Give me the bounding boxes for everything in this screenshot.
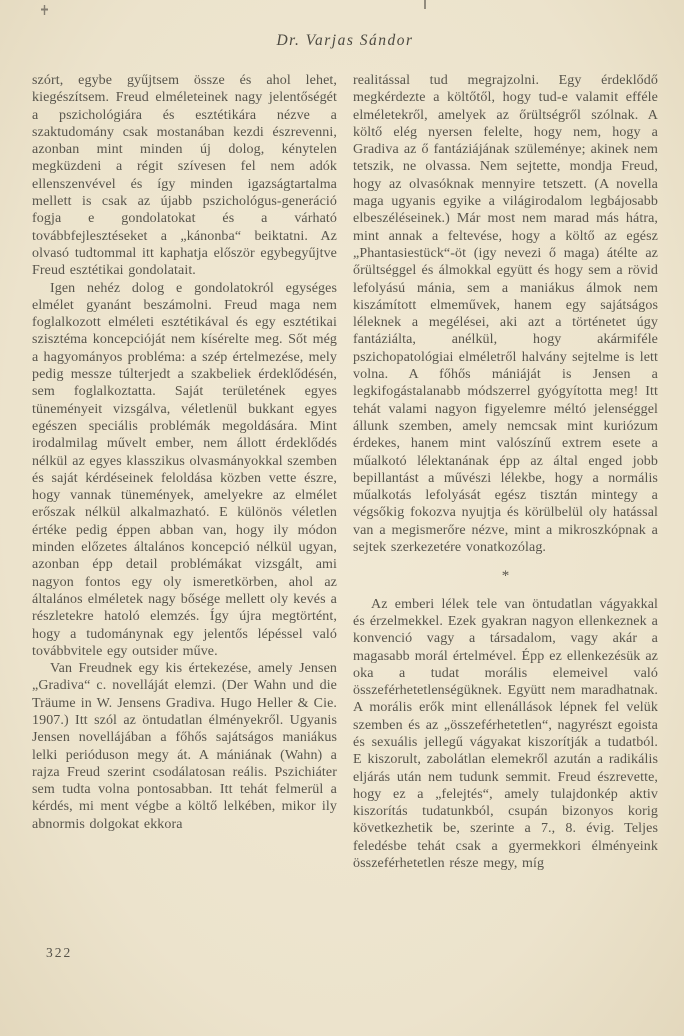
- page-number: 322: [46, 945, 73, 960]
- paragraph: Az emberi lélek tele van öntudatlan vágyakkal és érzelmekkel. Ezek gyakran nagyon ellenkeznek a konvenció vagy a társadalom, vagy akár a magasabb morál értelmével. Épp ez ellenkezésük az oka a tudat morális elemeivel való összeférhetetlenségüknek. Együtt nem maradhatnak. A morális erők mint ellenállások lépnek fel velük szemben és az „összeférhetetlen“, nagyrészt egoista és sexuális jellegű vágyakat kiszorítják a tudatból. E kiszorult, zabolátlan elemekről azután a radikális eljárás után nem tudunk semmit. Freud észrevette, hogy ez a „felejtés“, amely tulajdonkép aktiv kiszorítás tudatunkból, csupán bizonyos korig következhetik be, szerinte a 7., 8. évig. Teljes feledésbe tehát csak a gyermekkori élményeink összeférhetetlen része megy, míg: [353, 596, 658, 872]
- paragraph: szórt, egybe gyűjtsem össze és ahol lehet, kiegészítsem. Freud elméleteinek nagy jelentőségét a pszichológiára és esztétikára nézve a szaktudomány csak mostanában kezdi észrevenni, azonban mint minden új dolog, kénytelen megküzdeni a régit szívesen fel nem adók ellenszenvével és így minden igazságtartalma mellett is csak az újabb pszichológus-generáció fogja e gondolatokat és a várható továbbfejlesztéseket a „kánonba“ beiktatni. Az olvasó tudtommal itt kaphatja először egybegyűjtve Freud esztétikai gondolatait.: [32, 73, 337, 279]
- scan-artifact: [41, 5, 48, 15]
- right-column: [353, 72, 658, 872]
- running-header-author: Dr. Varjas Sándor: [276, 32, 414, 49]
- paragraph: Van Freudnek egy kis értekezése, amely Jensen „Gradiva“ c. novelláját elemzi. (Der Wahn und die Träume in W. Jensens Gradiva. Hugo Heller & Cie. 1907.) Itt szól az öntudatlan élményekről. Ugyanis Jensen novellájában a főhős sajátságos maniákus lelki perióduson megy át. A mániának (Wahn) a rajza Freud szerint csodálatosan reális. Pszichiáter sem tudta volna pontosabban. Itt tehát felmerül a kérdés, mi ment végbe a költő lelkében, mikor ily abnormis dolgokat ekkora: [32, 661, 337, 832]
- left-column: [32, 72, 337, 872]
- paragraph: realitással tud megrajzolni. Egy érdeklődő megkérdezte a költőtől, hogy tud-e valamit efféle elméletekről, amelyek az őrültségről szólnak. A költő elég nyersen felelte, hogy nem, hogy a Gradiva az ő fantáziájának szüleménye; akinek nem tetszik, ne olvassa. Nem sejtette, mondja Freud, hogy az olvasóknak mennyire tetszett. (A novella maga ugyanis egyike a világirodalom legbájosabb elbeszéléseinek.) Már most nem marad más hátra, mint annak a feltevése, hogy a költő az egész „Phantasiestück“-öt (igy nevezi ő maga) átélte az őrültséggel és álmokkal együtt és hogy sem a rövid lefolyású mánia, sem a maniákus álmok nem kiszámított elmeművek, hanem egy sajátságos léleknek a megélései, aki azt a történetet úgy fantáziálta, anélkül, hogy akármiféle pszichopatológiai elméletről halvány sejtelme is lett volna. A főhős mániáját is Jensen a legkifogástalanabb módszerrel gyógyította meg! Itt tehát valami nagyon figyelemre méltó jelenséggel állunk szemben, amely nemcsak mint kuriózum érdekes, hanem mint valószínű extrem esete a műalkotó lélektanának épp az által enged jobb bepillantást a művészi lélekbe, hogy a normális műalkotás lefolyását egész tisztán mintegy a végsőkig fokozva nyujtja és körülbelül oly hatással van a megismerőre nézve, mint a mikroszkópnak a sejtek szerkezetére vonatkozólag.: [353, 73, 658, 556]
- section-separator-asterisk: *: [501, 568, 510, 585]
- text-columns: [32, 72, 658, 872]
- paragraph: Igen nehéz dolog e gondolatokról egységes elmélet gyanánt beszámolni. Freud maga nem foglalkozott elméleti esztétikával és egy esztétikai szisztéma koncepcióját nem kísérelte meg. Sőt még a hagyományos probléma: a szép értelmezése, mely pedig messze túlterjedt a szakbeliek érdeklődésén, sem foglalkoztatta. Saját területének egyes tüneményeit vizsgálva, véletlenül bukkant egyes egészen speciális problémák megoldására. Mint irodalmilag művelt ember, nem állott érdeklődés nélkül az egyes klasszikus olvasmányokkal szemben és saját kérdéseinek feloldása közben vette észre, hogy vannak tünemények, amelyekre az elmélet erőszak nélkül alkalmazható. E különös véletlen értéke pedig éppen abban van, hogy ily módon minden előzetes általános koncepció nélkül ugyan, azonban épp detail problémákat vizsgált, ami nagyon fontos egy oly ismeretkörben, ahol az általános elméletek nagy bősége mellett oly kevés a részletekre hatoló elemzés. Így újra megtörtént, hogy a tudománynak egy jelentős lépéssel való továbbvitele egy outsider műve.: [32, 280, 337, 659]
- scan-artifact: [424, 0, 426, 9]
